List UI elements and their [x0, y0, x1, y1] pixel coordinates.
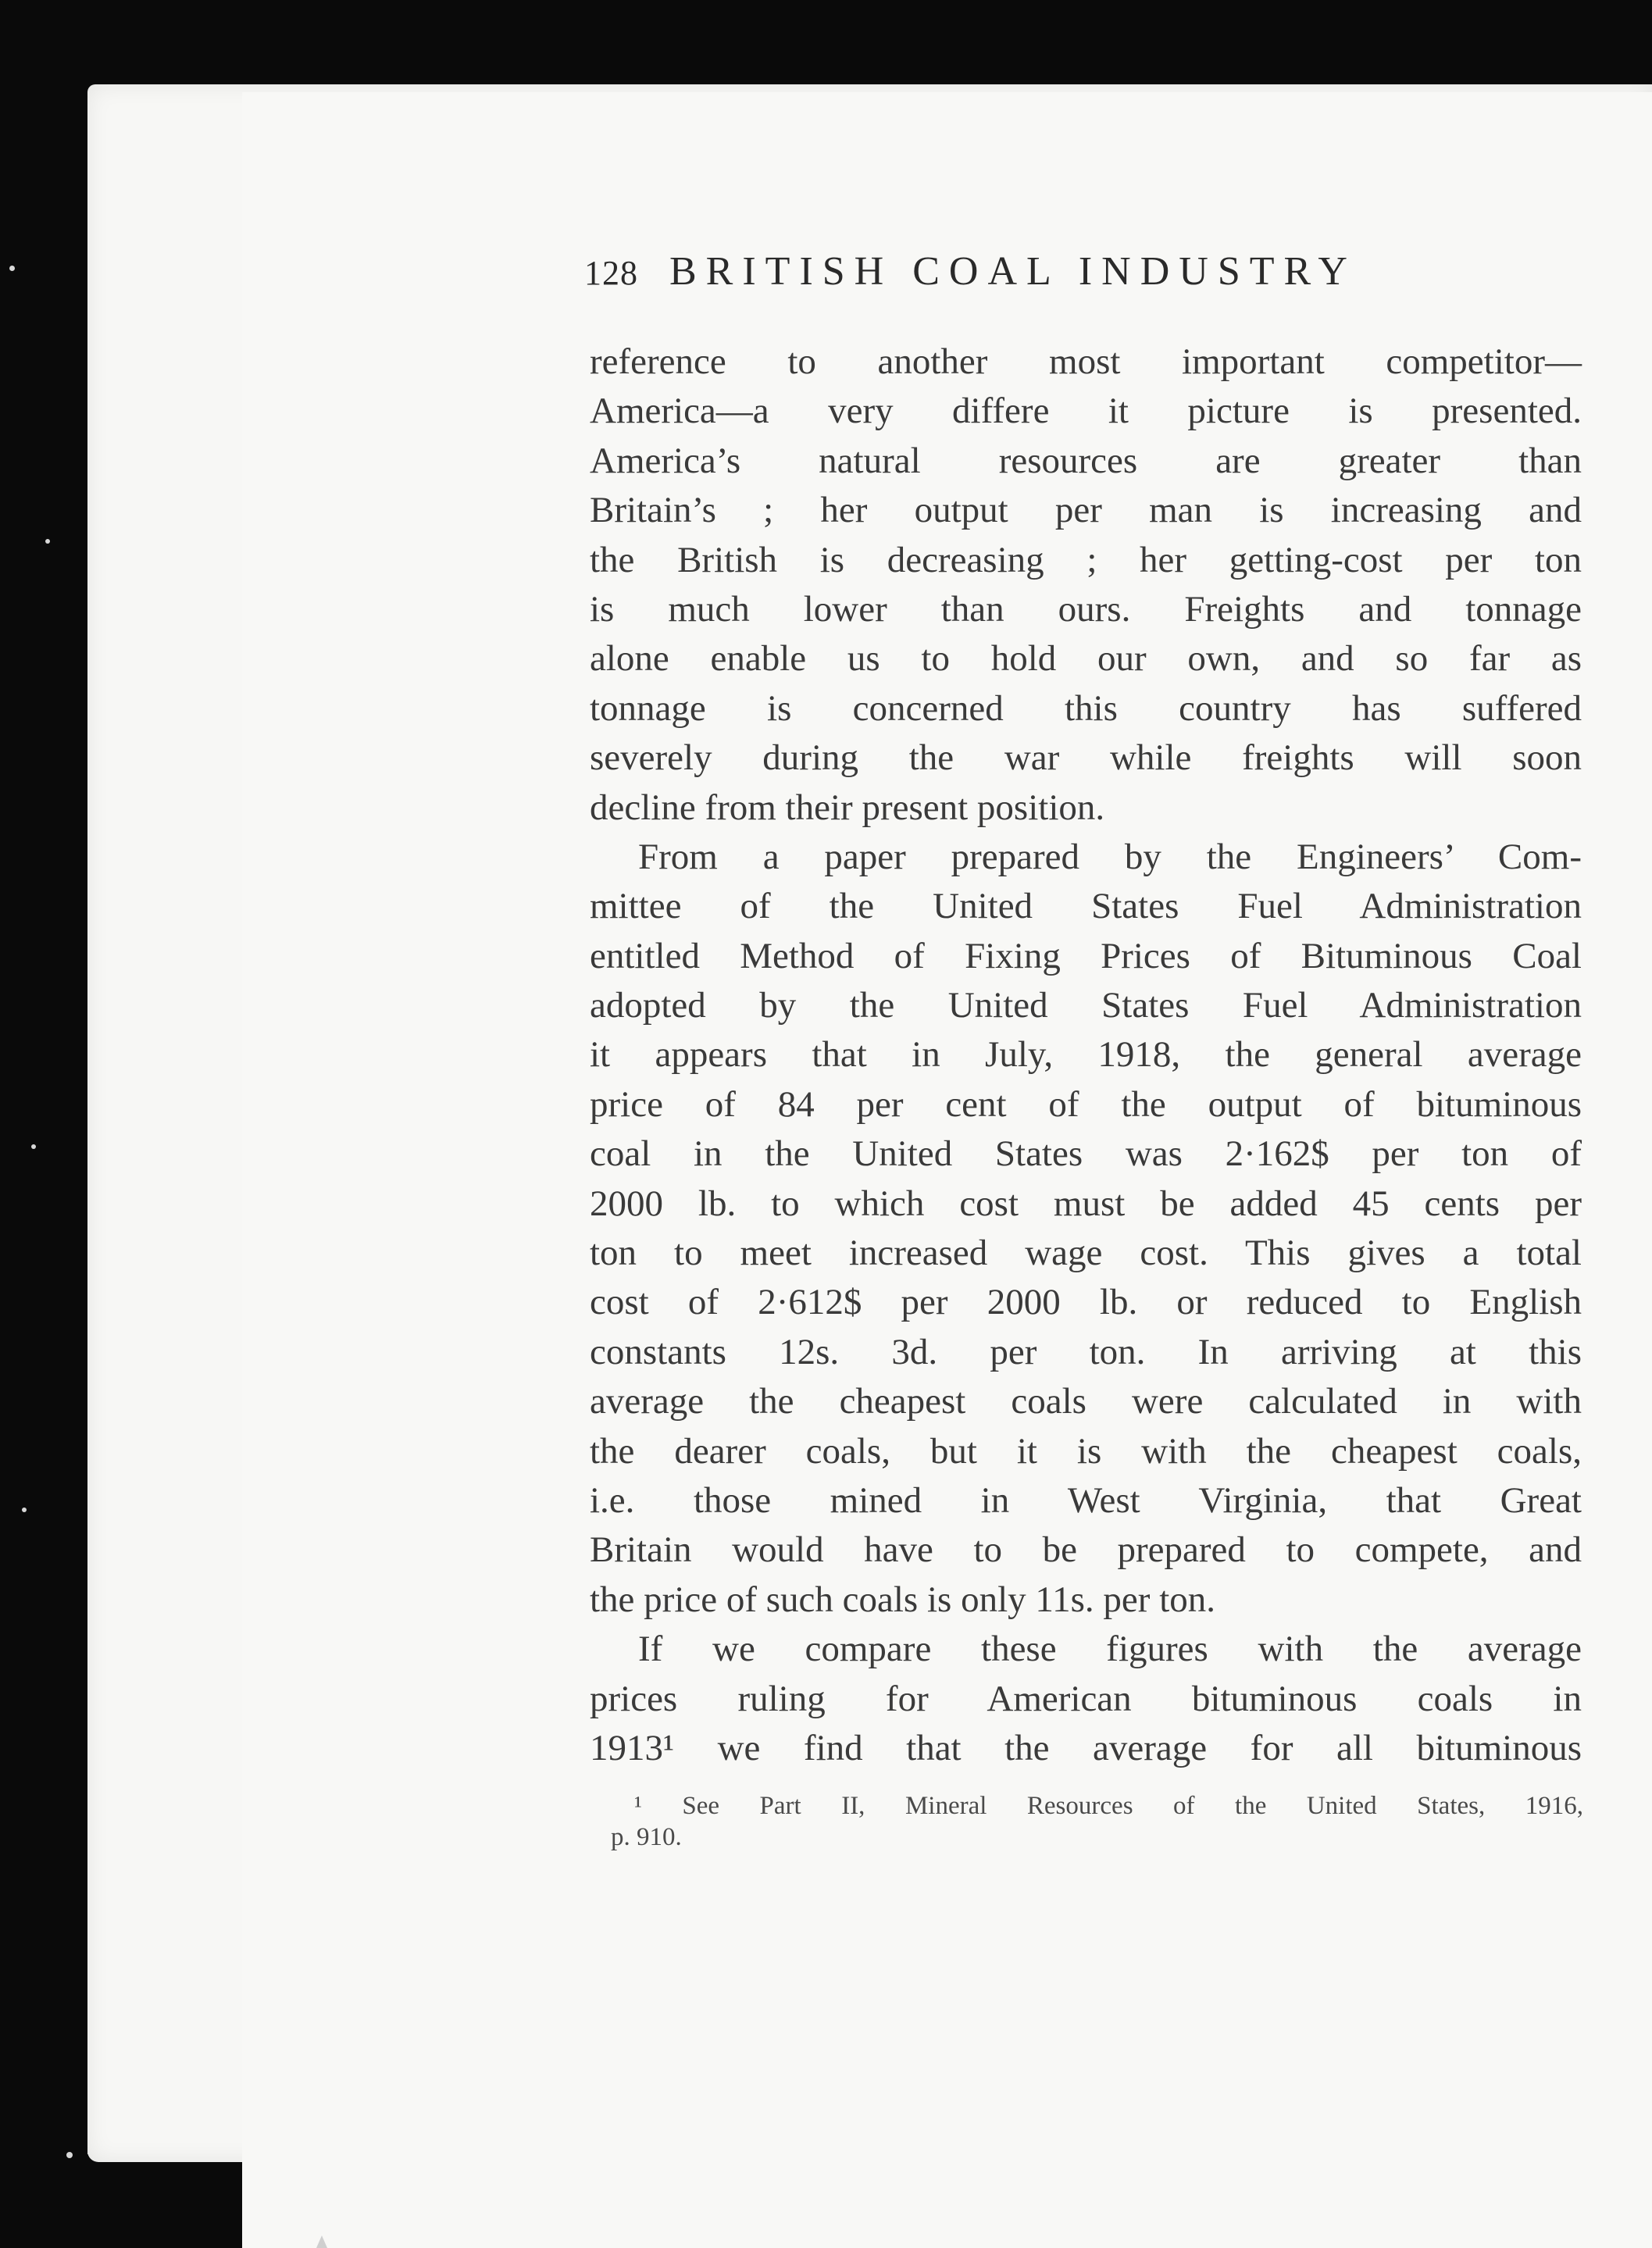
text-line: America—a very differe it picture is presented. [590, 391, 1582, 432]
text-line: adopted by the United States Fuel Administration [590, 985, 1582, 1026]
paragraph-start-line: From a paper prepared by the Engineers’ Com- [638, 836, 1582, 877]
text-line: Britain’s ; her output per man is increasing and [590, 490, 1582, 531]
footnote [611, 1790, 1583, 1853]
text-line: mittee of the United States Fuel Administration [590, 886, 1582, 927]
text-line: Britain would have to be prepared to compete, and [590, 1529, 1582, 1571]
text-line: price of 84 per cent of the output of bituminous [590, 1083, 1582, 1125]
scan-speck [45, 539, 50, 544]
body-text [590, 337, 1582, 1773]
text-line: the price of such coals is only 11s. per ton. [590, 1579, 1215, 1620]
text-line: reference to another most important competitor— [590, 341, 1582, 382]
text-line: constants 12s. 3d. per ton. In arriving at this [590, 1331, 1582, 1372]
text-line: is much lower than ours. Freights and tonnage [590, 588, 1582, 630]
text-line: severely during the war while freights will soon [590, 737, 1582, 779]
text-line: coal in the United States was 2·162$ per ton of [590, 1133, 1582, 1175]
text-line: tonnage is concerned this country has suffered [590, 687, 1582, 729]
text-line: ton to meet increased wage cost. This gives a total [590, 1233, 1582, 1274]
footnote-line: ¹ See Part II, Mineral Resources of the United States, 1916, [634, 1792, 1583, 1820]
text-line: the dearer coals, but it is with the cheapest coals, [590, 1430, 1582, 1472]
scan-speck [31, 1144, 36, 1149]
text-line: America’s natural resources are greater than [590, 440, 1582, 481]
text-line: decline from their present position. [590, 787, 1105, 828]
text-line: i.e. those mined in West Virginia, that Great [590, 1479, 1582, 1521]
text-line: cost of 2·612$ per 2000 lb. or reduced to English [590, 1282, 1582, 1323]
scan-speck [22, 1508, 27, 1512]
footnote-line: p. 910. [611, 1823, 682, 1851]
paragraph-start-line: If we compare these figures with the average [638, 1629, 1582, 1670]
text-line: 2000 lb. to which cost must be added 45 cents per [590, 1183, 1582, 1224]
text-line: the British is decreasing ; her getting-cost per ton [590, 539, 1582, 580]
running-title: BRITISH COAL INDUSTRY [669, 249, 1357, 294]
page-number: 128 [584, 254, 638, 292]
text-line: entitled Method of Fixing Prices of Bituminous Coal [590, 935, 1582, 976]
text-line: prices ruling for American bituminous coals in [590, 1678, 1582, 1719]
text-line: 1913¹ we find that the average for all bituminous [590, 1727, 1582, 1768]
text-line: it appears that in July, 1918, the general average [590, 1034, 1582, 1076]
scan-speck [9, 266, 15, 271]
page-header [584, 248, 1467, 303]
scan-speck [66, 2152, 73, 2158]
text-line: alone enable us to hold our own, and so far as [590, 638, 1582, 680]
text-line: average the cheapest coals were calculated in with [590, 1381, 1582, 1422]
